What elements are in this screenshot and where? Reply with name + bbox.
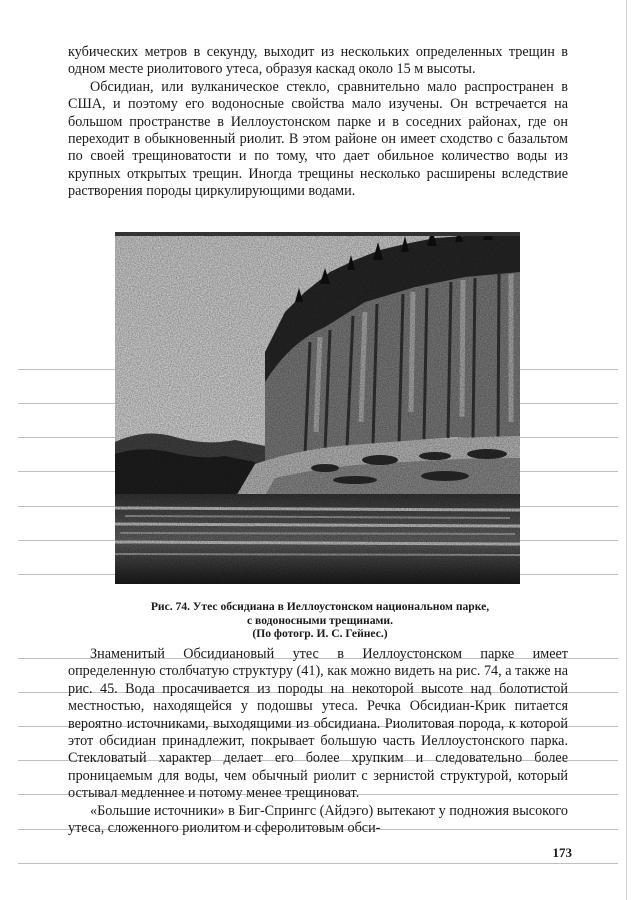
- paragraph-continued: кубических метров в секунду, выходит из нескольких определенных трещин в одном месте риолитового утеса, образуя каскад около 15 м высоты.: [68, 44, 568, 78]
- figure-caption: [90, 600, 550, 641]
- paragraph-obsidian: Обсидиан, или вулканическое стекло, сравнительно мало распространен в США, и поэтому его водоносные свойства мало изучены. Он встречается на большом пространстве в Иеллоустонском парке и в соседних районах, где он переходит в обыкновенный риолит. В этом районе он имеет сходство с базальтом по своей трещиноватости и по тому, что дает обильное количество воды из крупных открытых трещин. Иногда трещины несколько расширены вследствие растворения породы циркулирующими водами.: [68, 78, 568, 200]
- page-number: 173: [552, 845, 572, 860]
- bottom-text: [68, 646, 568, 837]
- caption-line-1: Рис. 74. Утес обсидиана в Иеллоустонском национальном парке,: [150, 600, 490, 613]
- paragraph-obsidian-cliff: Знаменитый Обсидиановый утес в Иеллоустонском парке имеет определенную столбчатую структуру (41), как можно видеть на рис. 74, а также на рис. 45. Вода просачивается из породы на некоторой высоте над болотистой местностью, находящейся у подошвы утеса. Речка Обсидиан-Крик питается вероятно источниками, выходящими из обсидиана. Риолитовая порода, к которой этот обсидиан принадлежит, покрывает большую часть Иеллоустонского парка. Стекловатый характер делает его более хрупким и следовательно более проницаемым для воды, чем обычный риолит с зернистой структурой, который остывал медленнее и потому менее трещиноват.: [68, 646, 569, 802]
- paragraph-big-springs: «Большие источники» в Биг-Спрингс (Айдэго) вытекают у подножия высокого утеса, сложенного риолитом и сферолитовым обси-: [68, 802, 568, 837]
- top-text: [68, 44, 568, 201]
- page-edge-line: [626, 0, 627, 900]
- figure-photo-obsidian-cliff: [115, 232, 520, 584]
- caption-source: (По фотогр. И. С. Гейнес.): [252, 627, 388, 640]
- ruled-line: [18, 863, 618, 864]
- caption-line-2: с водоносными трещинами.: [246, 613, 394, 627]
